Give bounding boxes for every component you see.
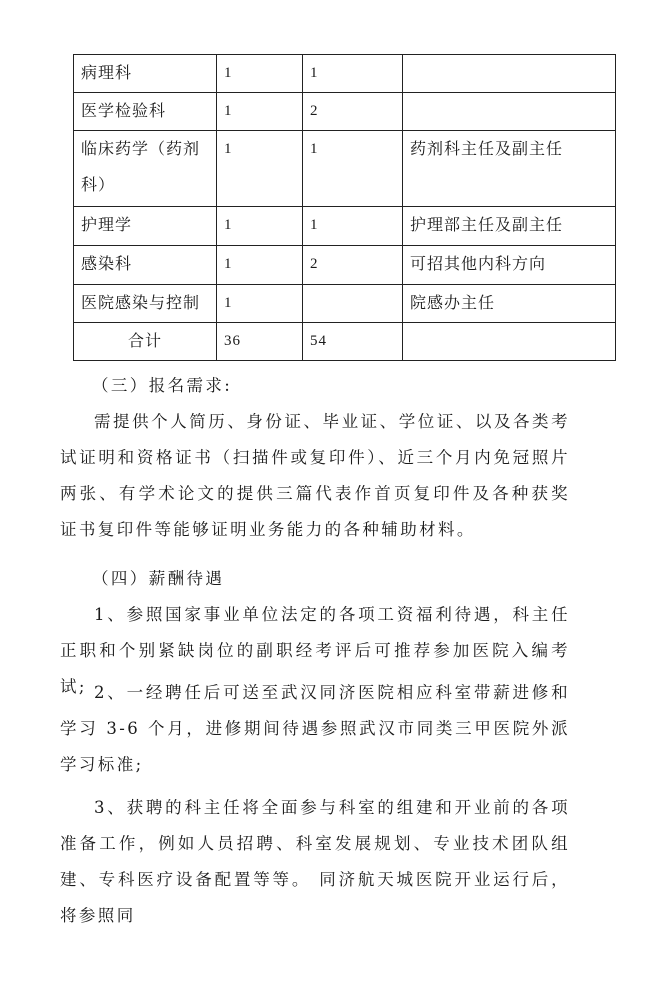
dept-cell: 医学检验科 — [74, 93, 217, 131]
count-a-cell: 1 — [217, 131, 303, 207]
count-a-cell: 1 — [217, 207, 303, 246]
recruitment-table — [73, 54, 616, 361]
dept-cell: 临床药学（药剂科） — [74, 131, 217, 207]
count-a-cell: 1 — [217, 55, 303, 93]
count-b-cell — [303, 285, 403, 323]
table-row — [74, 207, 616, 246]
note-cell: 可招其他内科方向 — [403, 246, 616, 285]
count-a-cell: 1 — [217, 93, 303, 131]
dept-cell: 医院感染与控制 — [74, 285, 217, 323]
count-a-cell: 1 — [217, 285, 303, 323]
table-row — [74, 131, 616, 207]
dept-cell: 病理科 — [74, 55, 217, 93]
total-label-cell: 合计 — [74, 323, 217, 361]
section-4-heading: （四）薪酬待遇 — [92, 569, 225, 588]
note-cell: 护理部主任及副主任 — [403, 207, 616, 246]
benefit-item-3: 3、获聘的科主任将全面参与科室的组建和开业前的各项准备工作，例如人员招聘、科室发展规划、专业技术团队组建、专科医疗设备配置等等。 同济航天城医院开业运行后，将参照同 — [60, 798, 570, 925]
total-b-cell: 54 — [303, 323, 403, 361]
benefit-item-2: 2、一经聘任后可送至武汉同济医院相应科室带薪进修和学习 3-6 个月，进修期间待遇参照武汉市同类三甲医院外派学习标准; — [60, 683, 570, 774]
note-cell — [403, 93, 616, 131]
note-cell — [403, 55, 616, 93]
count-a-cell: 1 — [217, 246, 303, 285]
table-row — [74, 246, 616, 285]
dept-cell: 护理学 — [74, 207, 217, 246]
note-cell: 院感办主任 — [403, 285, 616, 323]
count-b-cell: 1 — [303, 207, 403, 246]
table-row — [74, 285, 616, 323]
count-b-cell: 1 — [303, 55, 403, 93]
section-3-body: 需提供个人简历、身份证、毕业证、学位证、以及各类考试证明和资格证书（扫描件或复印件）、近三个月内免冠照片两张、有学术论文的提供三篇代表作首页复印件及各种获奖证书复印件等能够证明业务能力的各种辅助材料。 — [60, 412, 570, 539]
count-b-cell: 1 — [303, 131, 403, 207]
dept-cell: 感染科 — [74, 246, 217, 285]
benefit-item-1: 1、参照国家事业单位法定的各项工资福利待遇，科主任正职和个别紧缺岗位的副职经考评后可推荐参加医院入编考试; — [60, 605, 570, 696]
note-cell: 药剂科主任及副主任 — [403, 131, 616, 207]
table-row — [74, 55, 616, 93]
table-row — [74, 93, 616, 131]
count-b-cell: 2 — [303, 93, 403, 131]
total-a-cell: 36 — [217, 323, 303, 361]
total-note-cell — [403, 323, 616, 361]
table-total-row — [74, 323, 616, 361]
section-3-heading: （三）报名需求: — [92, 376, 233, 395]
count-b-cell: 2 — [303, 246, 403, 285]
